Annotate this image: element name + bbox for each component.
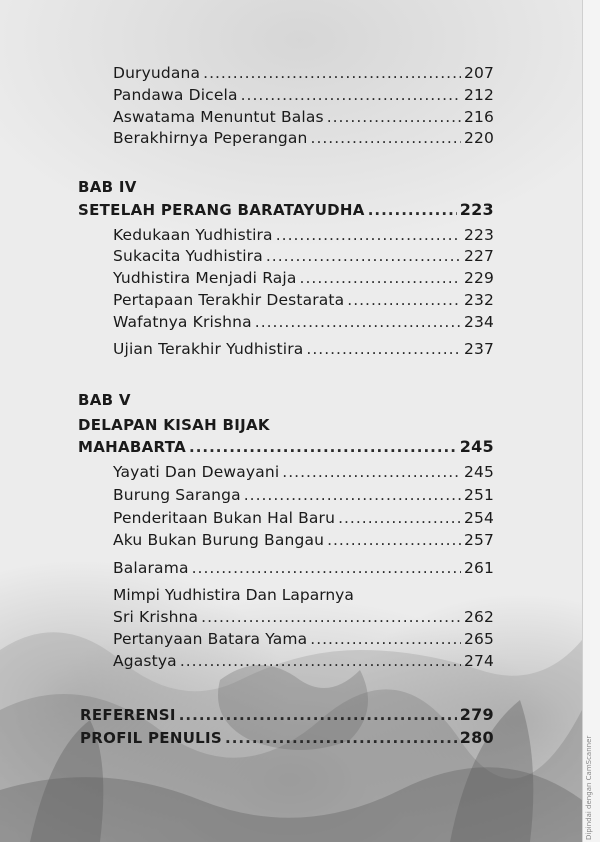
toc-entry-title-line1[interactable]: Mimpi Yudhistira Dan Laparnya bbox=[113, 586, 354, 604]
toc-entry[interactable] bbox=[113, 129, 494, 147]
dot-leader bbox=[203, 64, 461, 82]
toc-entry-page: 212 bbox=[463, 86, 494, 104]
toc-entry[interactable] bbox=[113, 64, 494, 82]
dot-leader bbox=[300, 269, 461, 287]
toc-entry[interactable] bbox=[113, 86, 494, 104]
toc-entry[interactable] bbox=[113, 559, 494, 577]
toc-entry-page: 232 bbox=[463, 291, 494, 309]
toc-entry-page: 234 bbox=[463, 313, 494, 331]
dot-leader bbox=[244, 486, 461, 504]
dot-leader bbox=[306, 340, 461, 358]
toc-entry-page: 279 bbox=[459, 705, 494, 724]
toc-entry[interactable] bbox=[113, 509, 494, 527]
toc-entry[interactable] bbox=[113, 291, 494, 309]
dot-leader bbox=[311, 129, 461, 147]
toc-entry[interactable] bbox=[113, 226, 494, 244]
toc-entry[interactable] bbox=[113, 652, 494, 670]
toc-entry-title: Berakhirnya Peperangan bbox=[113, 129, 308, 147]
dot-leader bbox=[241, 86, 461, 104]
toc-entry[interactable] bbox=[113, 608, 494, 626]
toc-entry-page: 254 bbox=[463, 509, 494, 527]
chapter-entry-bab-4[interactable] bbox=[78, 200, 494, 219]
toc-entry[interactable] bbox=[113, 247, 494, 265]
toc-entry[interactable] bbox=[113, 313, 494, 331]
dot-leader bbox=[179, 706, 457, 724]
toc-entry-page: 220 bbox=[463, 129, 494, 147]
dot-leader bbox=[225, 729, 457, 747]
toc-entry-page: 229 bbox=[463, 269, 494, 287]
toc-entry-page: 207 bbox=[463, 64, 494, 82]
dot-leader bbox=[327, 108, 461, 126]
chapter-label-bab-5: BAB V bbox=[78, 391, 131, 409]
toc-entry[interactable] bbox=[113, 531, 494, 549]
toc-entry-title: Balarama bbox=[113, 559, 189, 577]
scanner-watermark: Dipindai dengan CamScanner bbox=[585, 735, 593, 840]
toc-entry-title: Sukacita Yudhistira bbox=[113, 247, 263, 265]
toc-entry-title: Pandawa Dicela bbox=[113, 86, 238, 104]
chapter-title: SETELAH PERANG BARATAYUDHA bbox=[78, 201, 365, 219]
dot-leader bbox=[180, 652, 461, 670]
toc-entry-page: 251 bbox=[463, 486, 494, 504]
toc-entry-page: 265 bbox=[463, 630, 494, 648]
chapter-page: 223 bbox=[459, 200, 494, 219]
toc-entry-title: Aku Bukan Burung Bangau bbox=[113, 531, 325, 549]
toc-entry-title: Wafatnya Krishna bbox=[113, 313, 252, 331]
toc-entry[interactable] bbox=[113, 486, 494, 504]
toc-entry-title: Sri Krishna bbox=[113, 608, 199, 626]
toc-entry[interactable] bbox=[113, 269, 494, 287]
chapter-label-bab-4: BAB IV bbox=[78, 178, 137, 196]
toc-entry-page: 227 bbox=[463, 247, 494, 265]
dot-leader bbox=[347, 291, 461, 309]
toc-entry-title: Yayati Dan Dewayani bbox=[113, 463, 280, 481]
toc-entry-title: Burung Saranga bbox=[113, 486, 241, 504]
dot-leader bbox=[255, 313, 461, 331]
dot-leader bbox=[310, 630, 461, 648]
dot-leader bbox=[282, 463, 461, 481]
toc-entry-page: 262 bbox=[463, 608, 494, 626]
chapter-title: MAHABARTA bbox=[78, 438, 186, 456]
dot-leader bbox=[276, 226, 461, 244]
toc-back-matter-entry[interactable] bbox=[80, 705, 494, 724]
dot-leader bbox=[327, 531, 461, 549]
chapter-entry-bab-5[interactable] bbox=[78, 437, 494, 456]
toc-entry-page: 274 bbox=[463, 652, 494, 670]
toc-entry-title: Penderitaan Bukan Hal Baru bbox=[113, 509, 336, 527]
toc-entry-title: Pertapaan Terakhir Destarata bbox=[113, 291, 345, 309]
toc-entry-title: PROFIL PENULIS bbox=[80, 729, 223, 747]
chapter-title-line1: DELAPAN KISAH BIJAK bbox=[78, 416, 270, 434]
dot-leader bbox=[189, 438, 457, 456]
toc-entry-title: Ujian Terakhir Yudhistira bbox=[113, 340, 304, 358]
toc-entry-title: Duryudana bbox=[113, 64, 201, 82]
toc-entry-page: 223 bbox=[463, 226, 494, 244]
dot-leader bbox=[338, 509, 461, 527]
toc-entry-page: 245 bbox=[463, 463, 494, 481]
toc-entry[interactable] bbox=[113, 340, 494, 358]
toc-entry-page: 257 bbox=[463, 531, 494, 549]
toc-entry-title: REFERENSI bbox=[80, 706, 176, 724]
toc-entry[interactable] bbox=[113, 108, 494, 126]
toc-entry-page: 216 bbox=[463, 108, 494, 126]
dot-leader bbox=[201, 608, 461, 626]
toc-entry-page: 280 bbox=[459, 728, 494, 747]
toc-entry-title: Agastya bbox=[113, 652, 177, 670]
dot-leader bbox=[192, 559, 461, 577]
toc-entry-title: Yudhistira Menjadi Raja bbox=[113, 269, 297, 287]
toc-entry-page: 261 bbox=[463, 559, 494, 577]
toc-back-matter-entry[interactable] bbox=[80, 728, 494, 747]
toc-entry-title: Pertanyaan Batara Yama bbox=[113, 630, 308, 648]
toc-entry-title: Aswatama Menuntut Balas bbox=[113, 108, 324, 126]
dot-leader bbox=[368, 201, 457, 219]
chapter-page: 245 bbox=[459, 437, 494, 456]
toc-entry[interactable] bbox=[113, 630, 494, 648]
toc-entry-page: 237 bbox=[463, 340, 494, 358]
dot-leader bbox=[266, 247, 461, 265]
toc-entry[interactable] bbox=[113, 463, 494, 481]
toc-entry-title: Kedukaan Yudhistira bbox=[113, 226, 273, 244]
